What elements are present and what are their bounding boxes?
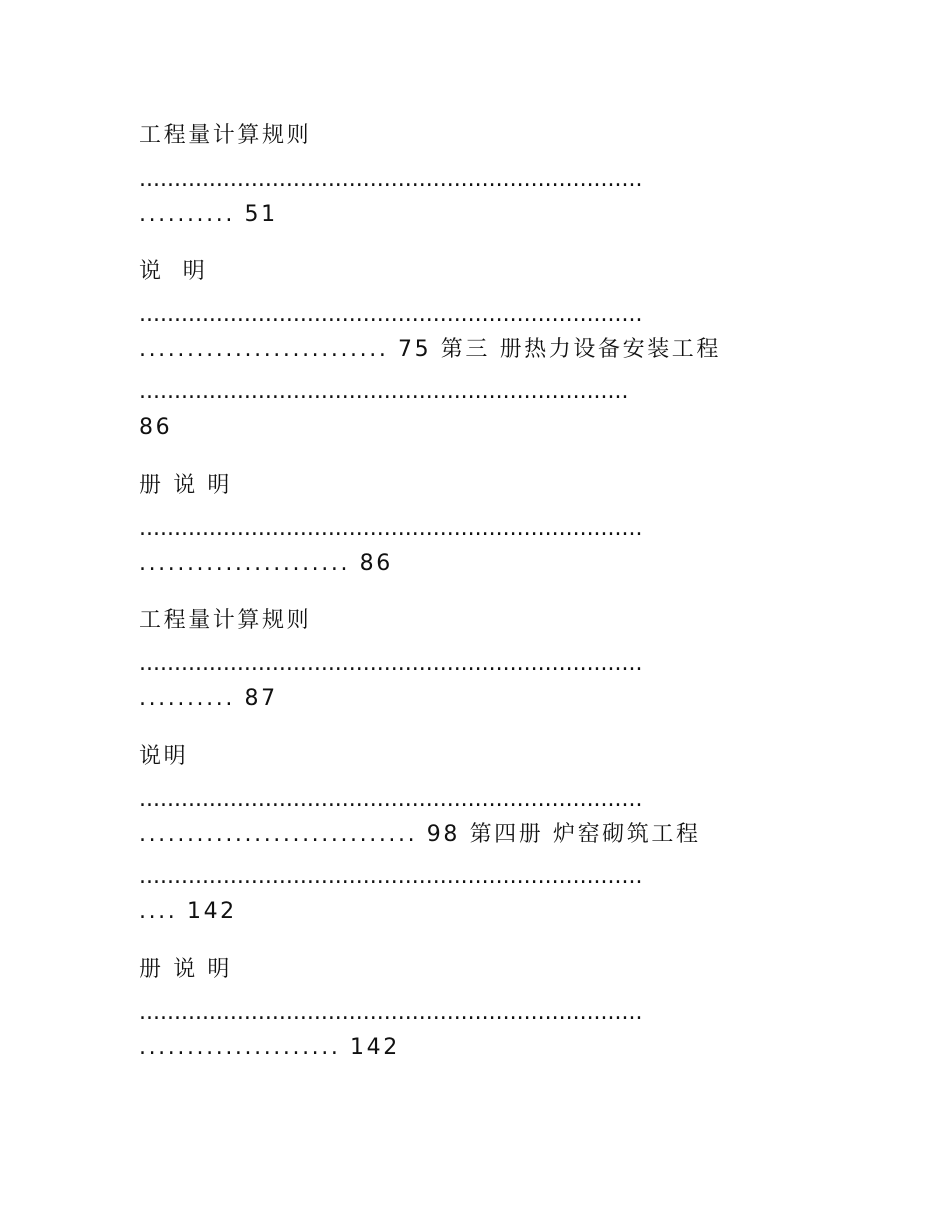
toc-entry-title: 工程量计算规则 xyxy=(139,608,312,633)
toc-entry-title: 册 说 明 xyxy=(139,473,232,498)
toc-leader-dots: ........................................................................ xyxy=(139,864,643,889)
toc-entry-title: 说明 xyxy=(139,744,189,769)
toc-entry-page: .......................... 75 第三 册热力设备安装工程 xyxy=(139,337,721,362)
toc-entry-page: ..................... 142 xyxy=(139,1035,400,1060)
toc-entry-title: 册 说 明 xyxy=(139,957,232,982)
toc-entry-title: 说 明 xyxy=(139,259,208,284)
toc-leader-dots: ........................................................................ xyxy=(139,1000,643,1025)
toc-entry-page: 86 xyxy=(139,415,173,440)
toc-leader-dots: ........................................................................ xyxy=(139,787,643,812)
toc-leader-dots: ........................................................................ xyxy=(139,516,643,541)
toc-leader-dots: ........................................................................ xyxy=(139,651,643,676)
toc-leader-dots: ........................................................................ xyxy=(139,167,643,192)
toc-entry-title: 工程量计算规则 xyxy=(139,123,312,148)
toc-entry-page: ............................. 98 第四册 炉窑砌筑工程 xyxy=(139,822,701,847)
toc-leader-dots: ...................................................................... xyxy=(139,379,629,404)
toc-entry-page: .......... 51 xyxy=(139,202,278,227)
toc-leader-dots: ........................................................................ xyxy=(139,302,643,327)
toc-entry-page: .... 142 xyxy=(139,899,237,924)
toc-entry-page: .......... 87 xyxy=(139,686,278,711)
toc-entry-page: ...................... 86 xyxy=(139,551,393,576)
